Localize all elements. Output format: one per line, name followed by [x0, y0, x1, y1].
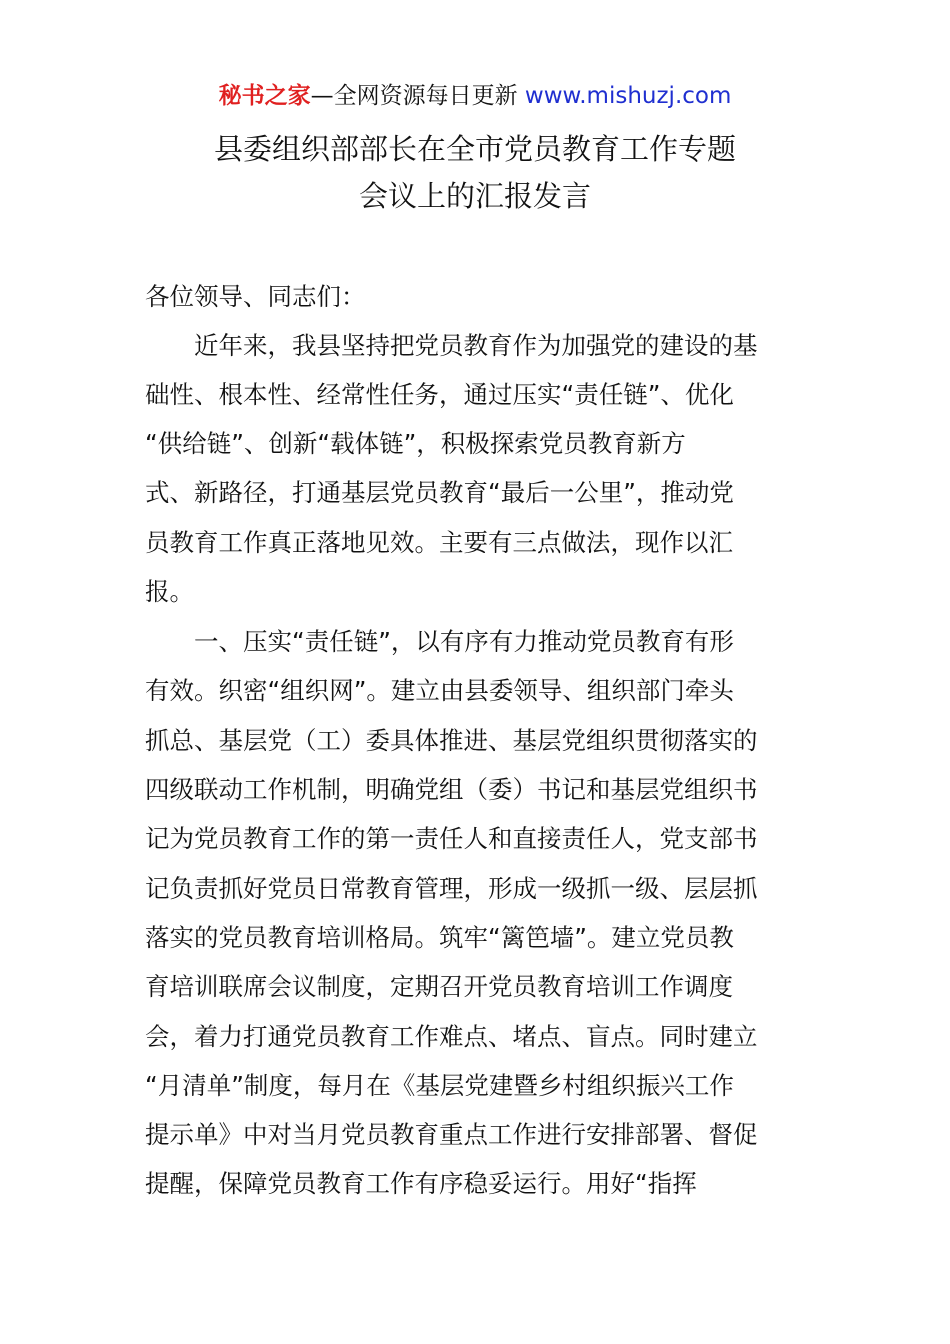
- body-line: 近年来，我县坚持把党员教育作为加强党的建设的基: [145, 331, 758, 360]
- body-line: 提示单》中对当月党员教育重点工作进行安排部署、督促: [145, 1120, 758, 1149]
- body-line: 一、压实“责任链”，以有序有力推动党员教育有形: [145, 627, 734, 656]
- body-line: 各位领导、同志们：: [145, 282, 366, 311]
- body-line: 员教育工作真正落地见效。主要有三点做法，现作以汇: [145, 528, 733, 557]
- body-line: “供给链”、创新“载体链”，积极探索党员教育新方: [145, 429, 686, 458]
- header-brand: 秘书之家: [218, 83, 311, 109]
- body-line: 报。: [145, 577, 194, 606]
- document-title-line-2: 会议上的汇报发言: [358, 179, 591, 213]
- header-url: www.mishuzj.com: [524, 83, 732, 109]
- body-line: 有效。织密“组织网”。建立由县委领导、组织部门牵头: [145, 676, 734, 705]
- body-line: 记为党员教育工作的第一责任人和直接责任人，党支部书: [145, 824, 758, 853]
- header-watermark: [0, 80, 950, 112]
- body-line: 提醒，保障党员教育工作有序稳妥运行。用好“指挥: [145, 1169, 697, 1198]
- body-line: 育培训联席会议制度，定期召开党员教育培训工作调度: [145, 972, 733, 1001]
- document-title-line-1: 县委组织部部长在全市党员教育工作专题: [213, 132, 736, 166]
- body-line: 落实的党员教育培训格局。筑牢“篱笆墙”。建立党员教: [145, 923, 734, 952]
- body-line: 记负责抓好党员日常教育管理，形成一级抓一级、层层抓: [145, 874, 758, 903]
- body-line: 抓总、基层党（工）委具体推进、基层党组织贯彻落实的: [145, 726, 758, 755]
- body-line: 式、新路径，打通基层党员教育“最后一公里”，推动党: [145, 478, 734, 507]
- body-line: 础性、根本性、经常性任务，通过压实“责任链”、优化: [145, 380, 734, 409]
- body-line: “月清单”制度，每月在《基层党建暨乡村组织振兴工作: [145, 1071, 734, 1100]
- header-tagline: —全网资源每日更新: [310, 83, 518, 109]
- body-line: 会，着力打通党员教育工作难点、堵点、盲点。同时建立: [145, 1022, 758, 1051]
- body-line: 四级联动工作机制，明确党组（委）书记和基层党组织书: [145, 775, 758, 804]
